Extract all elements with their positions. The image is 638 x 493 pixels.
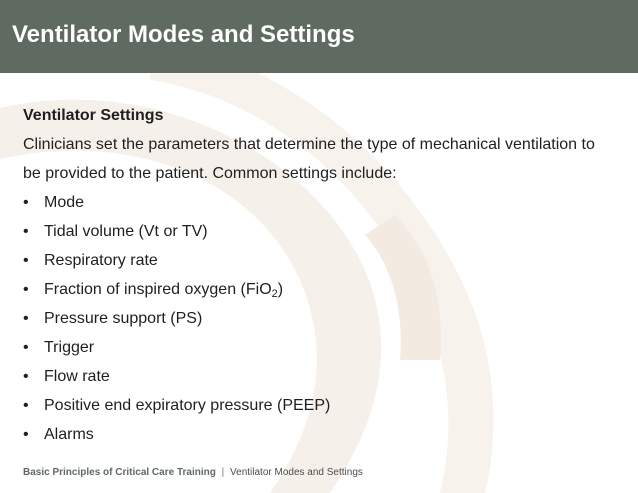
list-item-label bbox=[44, 281, 283, 298]
list-item-label: Flow rate bbox=[44, 368, 110, 385]
bullet: • bbox=[23, 339, 29, 356]
list-item bbox=[23, 304, 623, 333]
list-item-label: Mode bbox=[44, 194, 85, 211]
bullet: • bbox=[23, 368, 29, 385]
bullet: • bbox=[23, 397, 29, 414]
list-item bbox=[23, 217, 623, 246]
settings-list bbox=[23, 188, 623, 449]
list-item bbox=[23, 275, 623, 304]
list-item-label: Respiratory rate bbox=[44, 252, 158, 269]
list-item bbox=[23, 188, 623, 217]
list-item bbox=[23, 246, 623, 275]
page-title: Ventilator Modes and Settings bbox=[12, 21, 355, 48]
list-item bbox=[23, 420, 623, 449]
bullet: • bbox=[23, 281, 29, 298]
section-heading: Ventilator Settings bbox=[23, 107, 164, 124]
content-area bbox=[23, 101, 623, 449]
footer-separator: | bbox=[221, 467, 225, 478]
list-item-label-pre: Fraction of inspired oxygen (FiO bbox=[44, 281, 272, 298]
list-item bbox=[23, 391, 623, 420]
intro-line-1: Clinicians set the parameters that determine the type of mechanical ventilation to bbox=[23, 136, 595, 153]
list-item-label: Trigger bbox=[44, 339, 95, 356]
intro-line-2: be provided to the patient. Common settings include: bbox=[23, 165, 397, 182]
list-item-label: Positive end expiratory pressure (PEEP) bbox=[44, 397, 331, 414]
list-item-label: Alarms bbox=[44, 426, 94, 443]
intro-paragraph bbox=[23, 130, 623, 188]
footer-organization: Basic Principles of Critical Care Training bbox=[23, 467, 216, 478]
title-bar bbox=[0, 0, 638, 73]
subscript: 2 bbox=[271, 288, 278, 300]
list-item bbox=[23, 362, 623, 391]
bullet: • bbox=[23, 426, 29, 443]
bullet: • bbox=[23, 252, 29, 269]
footer bbox=[23, 466, 363, 480]
list-item-label: Tidal volume (Vt or TV) bbox=[44, 223, 208, 240]
list-item bbox=[23, 333, 623, 362]
bullet: • bbox=[23, 223, 29, 240]
list-item-label: Pressure support (PS) bbox=[44, 310, 203, 327]
bullet: • bbox=[23, 310, 29, 327]
list-item-label-post: ) bbox=[277, 281, 284, 298]
bullet: • bbox=[23, 194, 29, 211]
footer-section: Ventilator Modes and Settings bbox=[230, 467, 363, 478]
